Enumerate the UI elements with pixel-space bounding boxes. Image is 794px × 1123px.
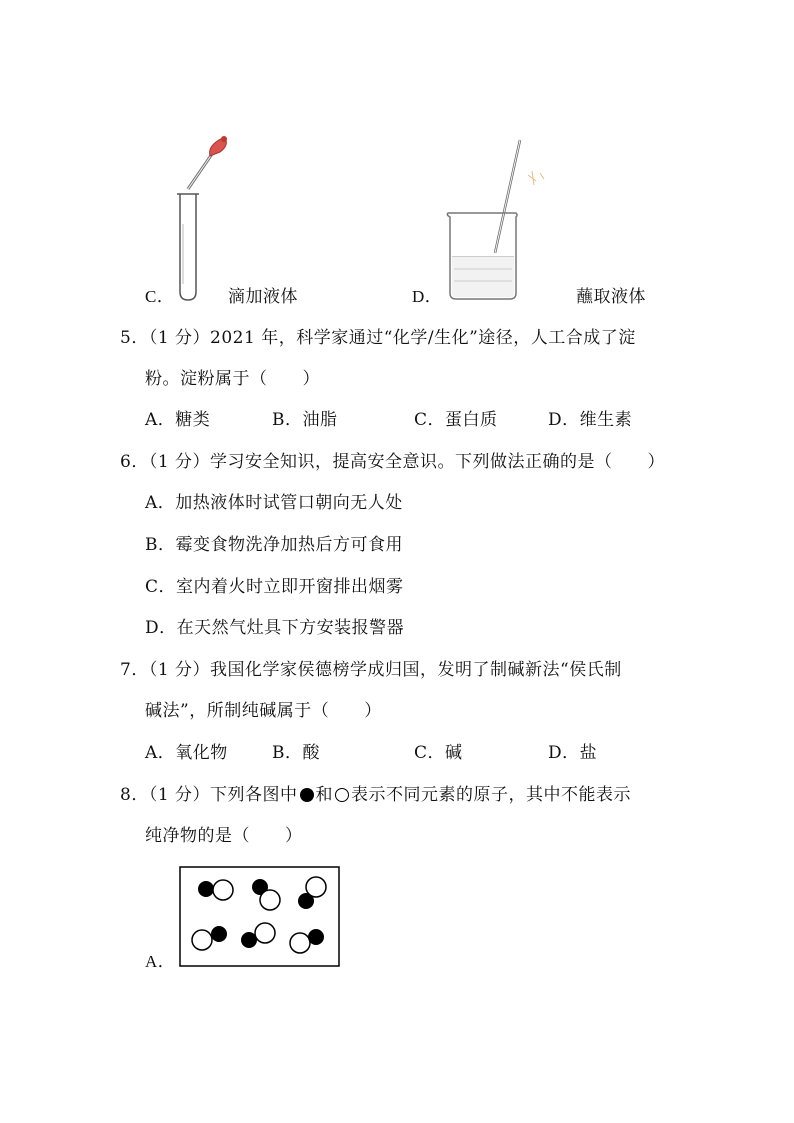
q5-option-d: D．维生素	[548, 410, 633, 430]
molecule-box-figure	[179, 866, 341, 968]
q6-option-c: C．室内着火时立即开窗排出烟雾	[145, 577, 404, 597]
q7-stem-line1: 7．（1 分）我国化学家侯德榜学成归国，发明了制碱新法“侯氏制	[120, 660, 622, 680]
q8-stem-line2: 纯净物的是（ ）	[145, 826, 303, 846]
q7-option-a: A．氧化物	[145, 743, 228, 763]
q4-option-d-label: D．	[412, 287, 443, 306]
q7-option-d: D．盐	[548, 743, 598, 763]
q8-stem-line1	[120, 785, 631, 805]
q5-option-b: B．油脂	[272, 410, 338, 430]
q7-option-b: B．酸	[272, 743, 320, 763]
beaker-glass-rod-figure	[440, 135, 550, 303]
q5-stem-line2: 粉。淀粉属于（ ）	[145, 369, 320, 389]
q7-stem-line2: 碱法”，所制纯碱属于（ ）	[145, 701, 382, 721]
q6-stem: 6．（1 分）学习安全知识，提高安全意识。下列做法正确的是（ ）	[120, 452, 666, 472]
q6-option-b: B．霉变食物洗净加热后方可食用	[145, 535, 403, 555]
q4-option-d-caption: 蘸取液体	[576, 287, 646, 307]
black-atom-icon	[300, 788, 314, 802]
q5-option-a: A．糖类	[145, 410, 211, 430]
q8-option-a-label: A．	[145, 952, 176, 971]
dropper-test-tube-figure	[168, 134, 238, 304]
q8-stem-part-b: 和	[315, 785, 334, 805]
q5-option-c: C．蛋白质	[414, 410, 498, 430]
q7-option-c: C．碱	[414, 743, 463, 763]
q4-option-c-label: C．	[145, 287, 175, 306]
q8-stem-part-a: 8．（1 分）下列各图中	[120, 785, 298, 805]
q6-option-a: A．加热液体时试管口朝向无人处	[145, 493, 403, 513]
q8-stem-part-c: 表示不同元素的原子，其中不能表示	[351, 785, 632, 805]
q5-stem-line1: 5．（1 分）2021 年，科学家通过“化学/生化”途径，人工合成了淀	[120, 328, 636, 348]
white-atom-icon	[335, 788, 349, 802]
q6-option-d: D．在天然气灶具下方安装报警器	[145, 618, 405, 638]
q4-option-c-caption: 滴加液体	[228, 287, 298, 307]
